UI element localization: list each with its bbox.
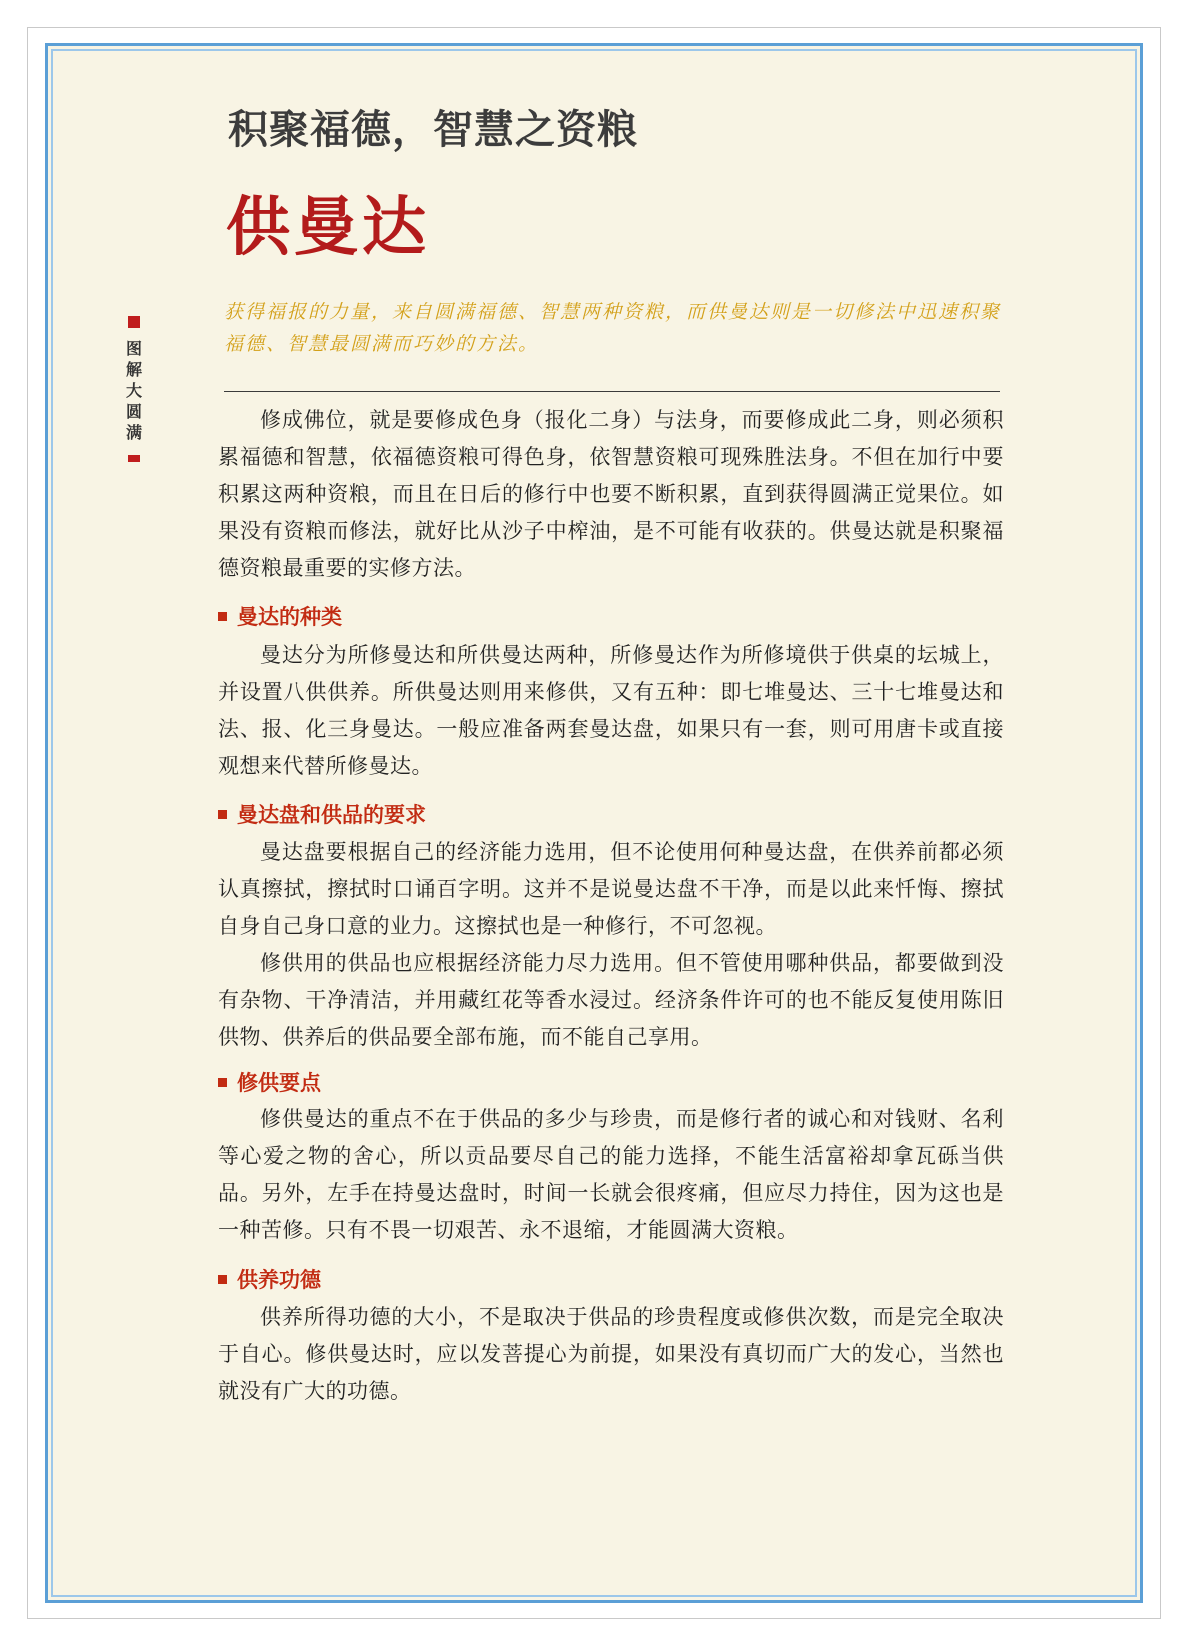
intro-text: 获得福报的力量，来自圆满福德、智慧两种资粮，而供曼达则是一切修法中迅速积聚福德、智慧最圆满而巧妙的方法。 <box>224 301 1002 355</box>
section-body <box>218 1101 1004 1249</box>
paragraph: 曼达盘要根据自己的经济能力选用，但不论使用何种曼达盘，在供养前都必须认真擦拭，擦拭时口诵百字明。这并不是说曼达盘不干净，而是以此来忏悔、擦拭自身自己身口意的业力。这擦拭也是一种修行，不可忽视。 <box>218 840 1004 938</box>
section-heading <box>218 1067 321 1097</box>
side-tab-label: 图解大圆满 <box>125 339 142 442</box>
paragraph-intro: 修成佛位，就是要修成色身（报化二身）与法身，而要修成此二身，则必须积累福德和智慧，依福德资粮可得色身，依智慧资粮可现殊胜法身。不但在加行中要积累这两种资粮，而且在日后的修行中也要不断积累，直到获得圆满正觉果位。如果没有资粮而修法，就好比从沙子中榨油，是不可能有收获的。供曼达就是积聚福德资粮最重要的实修方法。 <box>218 408 1004 580</box>
side-tab-marker-icon <box>128 455 140 462</box>
section-heading <box>218 799 426 829</box>
side-tab <box>124 316 144 462</box>
paragraph: 修供曼达的重点不在于供品的多少与珍贵，而是修行者的诚心和对钱财、名利等心爱之物的舍心，所以贡品要尽自己的能力选择，不能生活富裕却拿瓦砾当供品。另外，左手在持曼达盘时，时间一长就会很疼痛，但应尽力持住，因为这也是一种苦修。只有不畏一切艰苦、永不退缩，才能圆满大资粮。 <box>218 1107 1004 1242</box>
bullet-square-icon <box>218 612 227 621</box>
body-paragraph <box>218 402 1004 587</box>
paragraph: 修供用的供品也应根据经济能力尽力选用。但不管使用哪种供品，都要做到没有杂物、干净清洁，并用藏红花等香水浸过。经济条件许可的也不能反复使用陈旧供物、供养后的供品要全部布施，而不能自己享用。 <box>218 951 1004 1049</box>
section-heading-text: 修供要点 <box>237 1071 321 1095</box>
bullet-square-icon <box>218 810 227 819</box>
divider-line <box>224 391 1000 392</box>
bullet-square-icon <box>218 1078 227 1087</box>
chapter-title: 供曼达 <box>226 190 430 265</box>
section-body <box>218 1299 1004 1410</box>
paragraph: 曼达分为所修曼达和所供曼达两种，所修曼达作为所修境供于供桌的坛城上，并设置八供供养。所供曼达则用来修供，又有五种：即七堆曼达、三十七堆曼达和法、报、化三身曼达。一般应准备两套曼达盘，如果只有一套，则可用唐卡或直接观想来代替所修曼达。 <box>218 643 1004 778</box>
section-body <box>218 834 1004 1056</box>
section-heading-text: 供养功德 <box>237 1268 321 1292</box>
section-heading-text: 曼达的种类 <box>237 605 342 629</box>
section-body <box>218 637 1004 785</box>
section-heading <box>218 601 342 631</box>
paragraph: 供养所得功德的大小，不是取决于供品的珍贵程度或修供次数，而是完全取决于自心。修供曼达时，应以发菩提心为前提，如果没有真切而广大的发心，当然也就没有广大的功德。 <box>218 1305 1004 1403</box>
section-heading <box>218 1264 321 1294</box>
page-header-title: 积聚福德，智慧之资粮 <box>228 107 638 153</box>
side-tab-marker-icon <box>128 316 140 328</box>
section-heading-text: 曼达盘和供品的要求 <box>237 803 426 827</box>
bullet-square-icon <box>218 1275 227 1284</box>
